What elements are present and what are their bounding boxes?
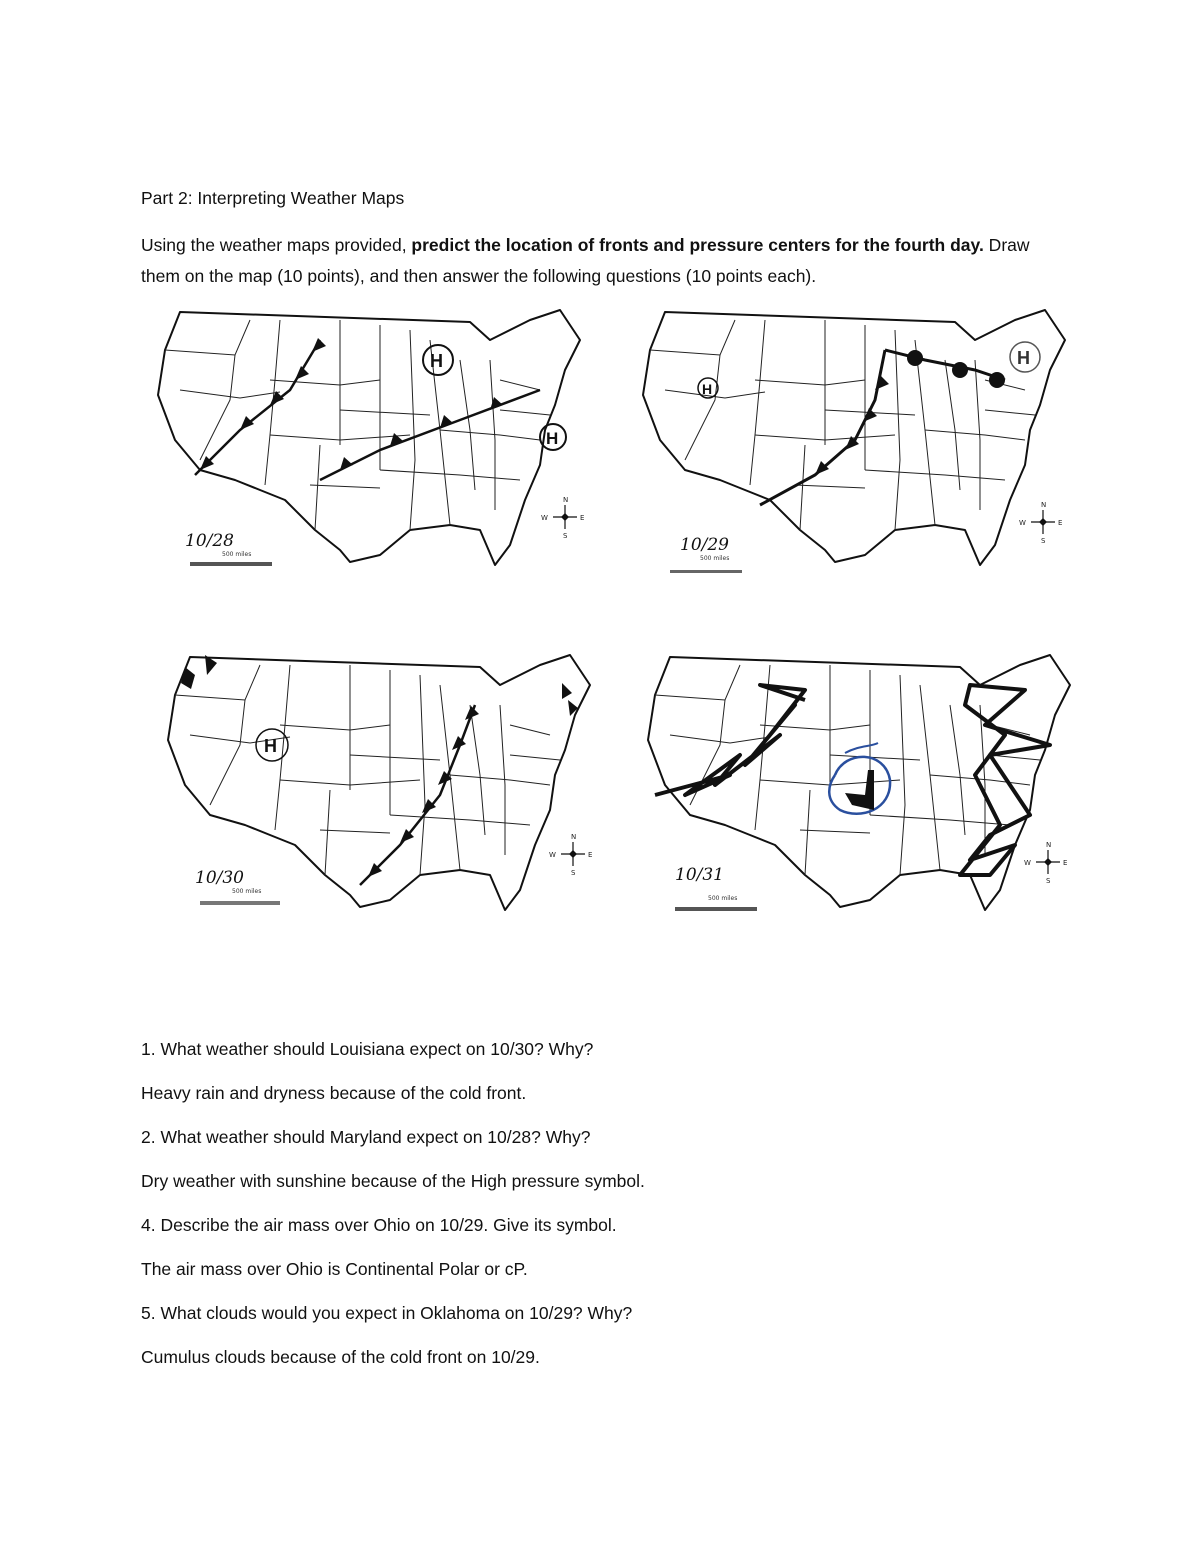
answer-1: Heavy rain and dryness because of the cold front. xyxy=(141,1083,527,1103)
map-date-label: 10/30 xyxy=(195,868,244,888)
weather-map-10-28 xyxy=(140,300,610,590)
svg-text:S: S xyxy=(571,869,576,877)
svg-text:E: E xyxy=(588,851,593,859)
svg-text:E: E xyxy=(1063,859,1068,867)
high-pressure-label: H xyxy=(1017,348,1030,368)
svg-text:E: E xyxy=(580,514,585,522)
map-date-label: 10/29 xyxy=(680,535,729,555)
svg-text:S: S xyxy=(1041,537,1046,545)
scale-bar xyxy=(670,570,742,573)
svg-text:E: E xyxy=(1058,519,1063,527)
scale-label: 500 miles xyxy=(700,555,730,562)
scale-label: 500 miles xyxy=(222,551,252,558)
high-pressure-label: H xyxy=(546,429,559,448)
svg-text:N: N xyxy=(1041,501,1047,509)
question-2: 2. What weather should Maryland expect on 10/28? Why? xyxy=(141,1127,591,1147)
high-pressure-label: H xyxy=(430,351,443,371)
high-pressure-label: H xyxy=(702,381,713,397)
weather-map-10-30 xyxy=(150,645,620,935)
compass-rose xyxy=(549,833,592,877)
svg-text:S: S xyxy=(1046,877,1051,885)
compass-rose xyxy=(541,496,584,540)
question-1: 1. What weather should Louisiana expect on 10/30? Why? xyxy=(141,1039,594,1059)
instructions-bold: predict the location of fronts and pressure centers for the fourth day. xyxy=(411,235,984,255)
svg-text:N: N xyxy=(1046,841,1052,849)
scale-bar xyxy=(675,907,757,911)
scale-label: 500 miles xyxy=(232,888,262,895)
weather-map-10-31 xyxy=(630,645,1100,935)
weather-map-10-29 xyxy=(625,300,1095,590)
compass-rose xyxy=(1019,501,1062,545)
svg-text:W: W xyxy=(549,851,556,859)
answer-4: The air mass over Ohio is Continental Polar or cP. xyxy=(141,1259,528,1279)
high-pressure-label: H xyxy=(264,736,277,756)
svg-text:W: W xyxy=(541,514,548,522)
scale-label: 500 miles xyxy=(708,895,738,902)
svg-text:S: S xyxy=(563,532,568,540)
instructions-tail: Draw them on the map (10 points), and then answer the following questions (10 points each). xyxy=(141,235,1030,286)
low-pressure-label: L xyxy=(858,801,859,802)
compass-rose xyxy=(1024,841,1067,885)
weather-map-10-28-svg xyxy=(140,300,610,590)
answer-2: Dry weather with sunshine because of the High pressure symbol. xyxy=(141,1171,645,1191)
map-date-label: 10/31 xyxy=(675,865,724,885)
question-5: 5. What clouds would you expect in Oklahoma on 10/29? Why? xyxy=(141,1303,633,1323)
weather-map-10-29-svg xyxy=(625,300,1095,590)
svg-text:N: N xyxy=(563,496,569,504)
page-heading: Part 2: Interpreting Weather Maps xyxy=(141,188,405,208)
svg-text:W: W xyxy=(1019,519,1026,527)
scale-bar xyxy=(200,901,280,905)
weather-map-10-30-svg xyxy=(150,645,620,935)
svg-text:N: N xyxy=(571,833,577,841)
question-4: 4. Describe the air mass over Ohio on 10/29. Give its symbol. xyxy=(141,1215,617,1235)
weather-map-10-31-svg xyxy=(630,645,1100,935)
instructions xyxy=(141,230,1061,292)
svg-text:W: W xyxy=(1024,859,1031,867)
answer-5: Cumulus clouds because of the cold front on 10/29. xyxy=(141,1347,540,1367)
scale-bar xyxy=(190,562,272,566)
instructions-lead: Using the weather maps provided, xyxy=(141,235,412,255)
map-date-label: 10/28 xyxy=(185,531,234,551)
